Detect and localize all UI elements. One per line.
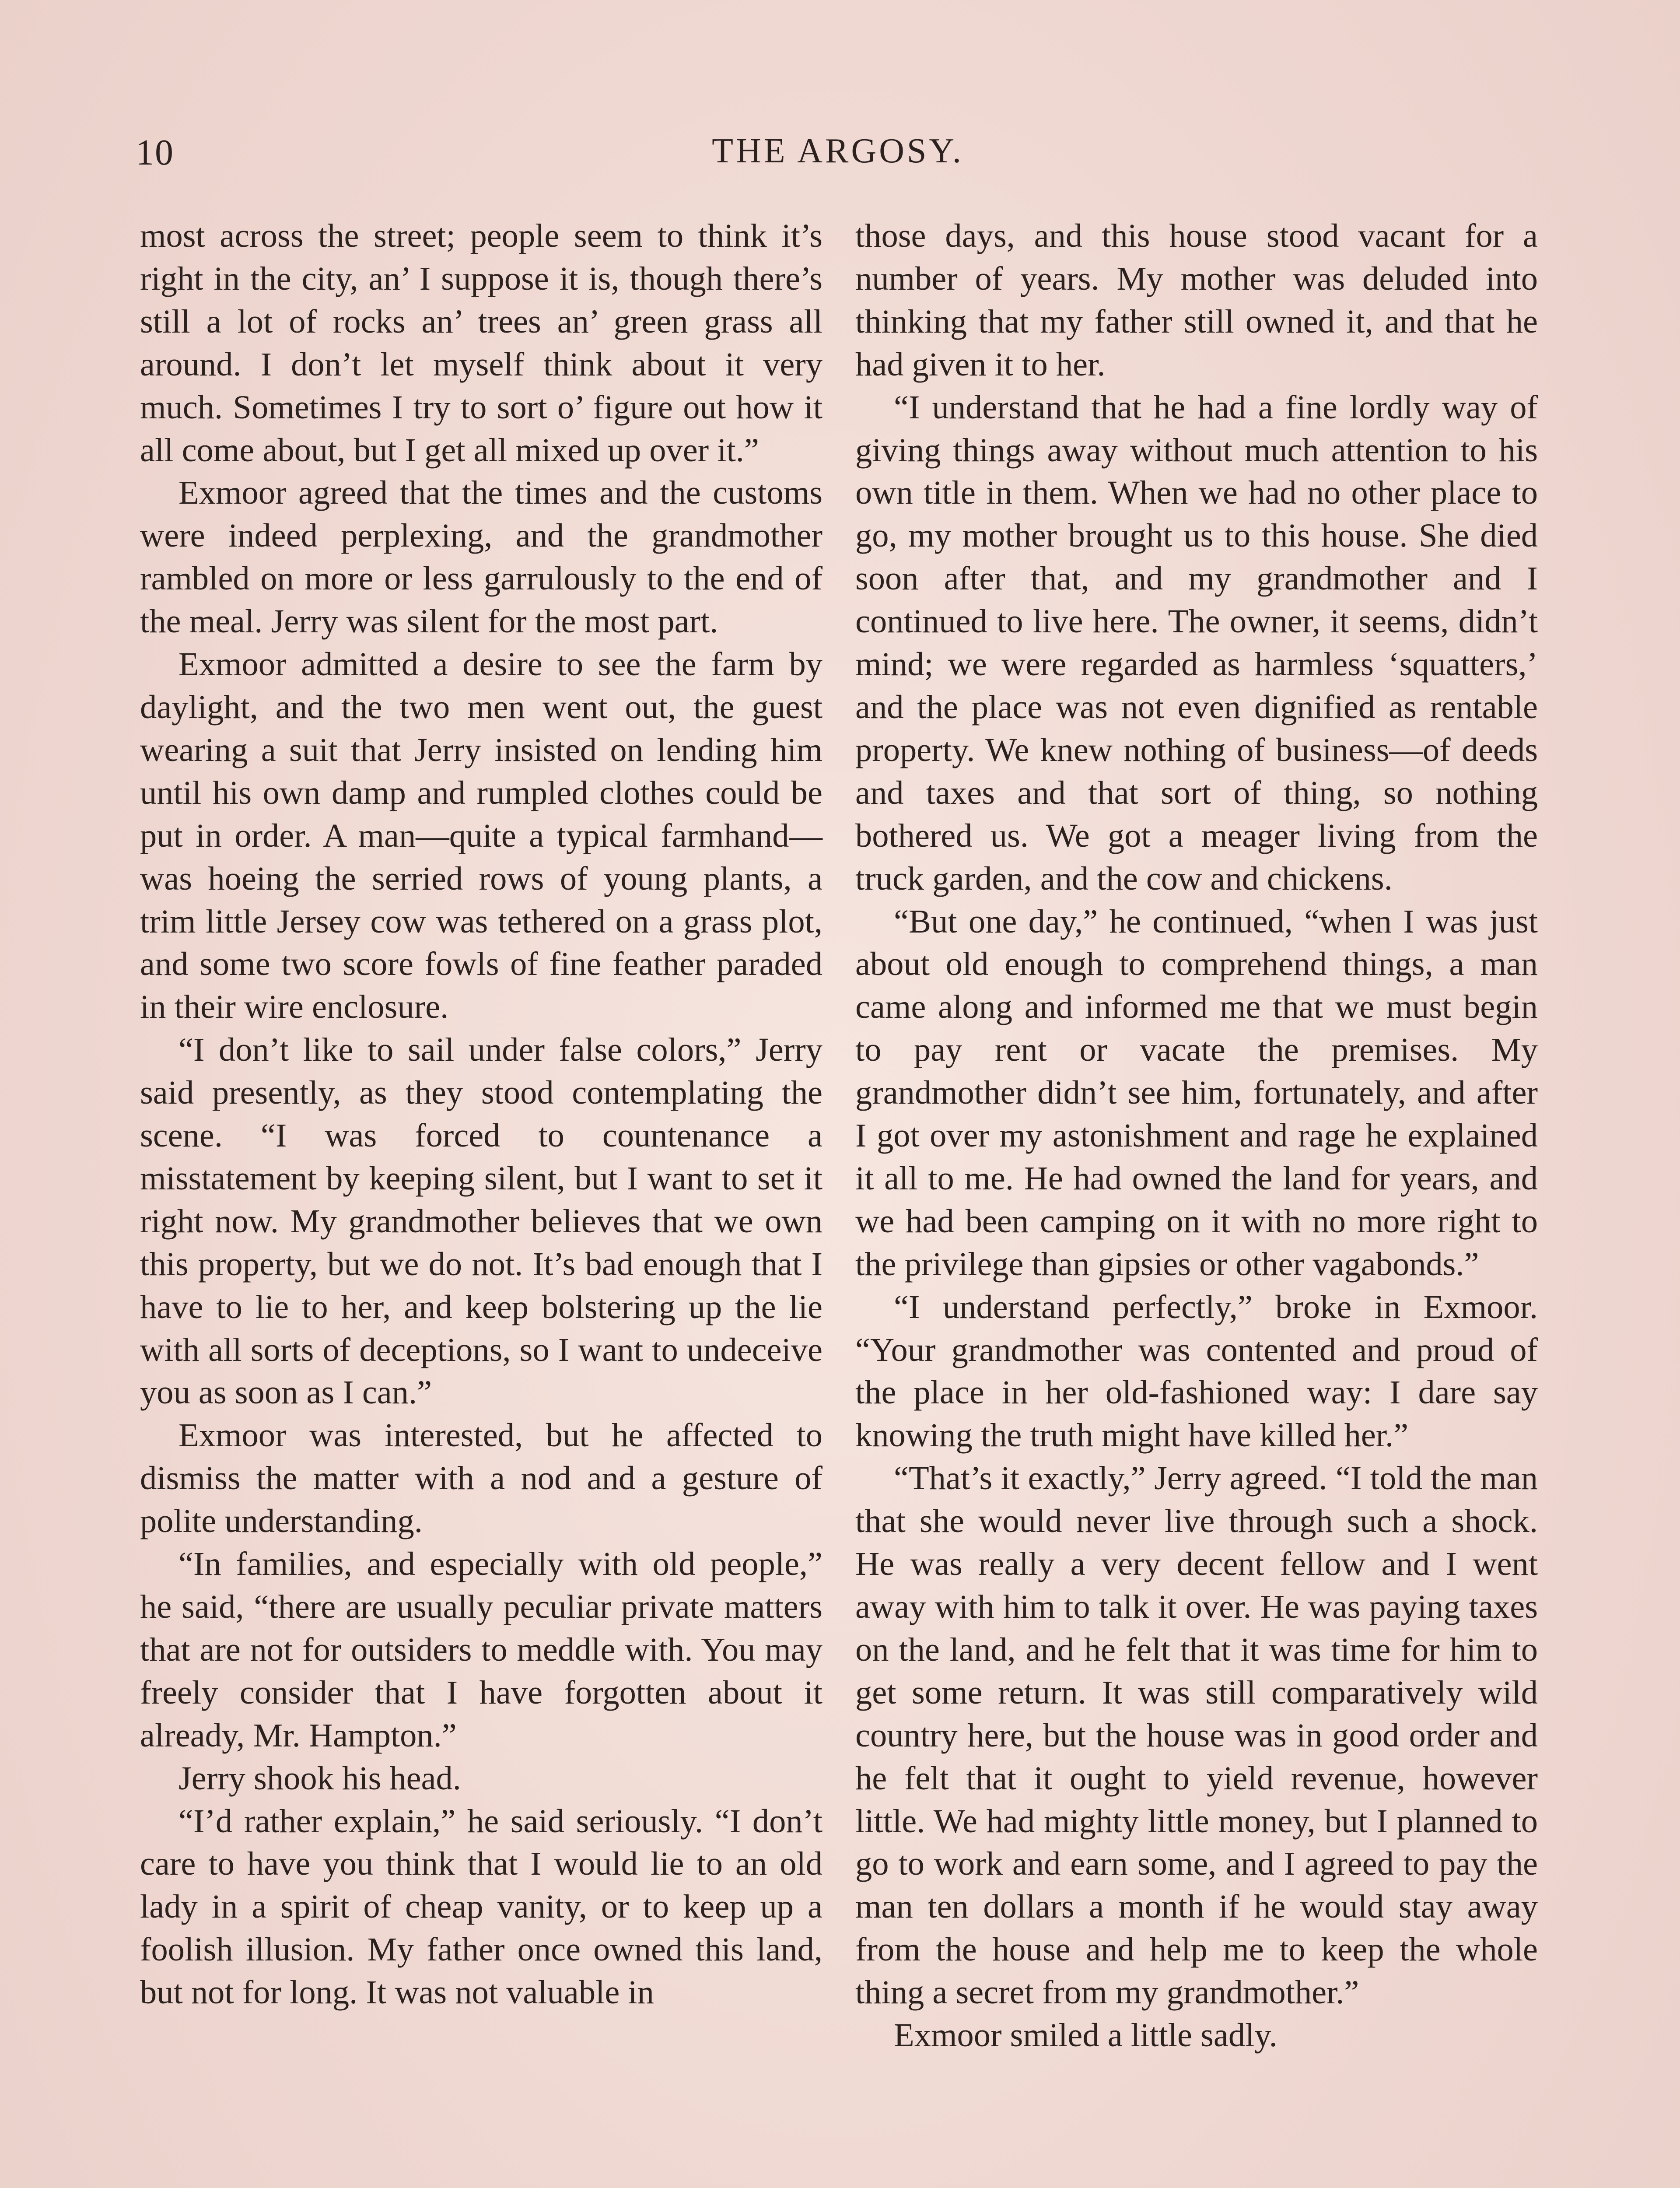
text-column-left	[140, 214, 822, 2014]
paragraph: “I don’t like to sail under false colors,” Jerry said presently, as they stood contemplating the scene. “I was forced to countenance a misstatement by keeping silent, but I want to set it right now. My grandmother believes that we own this property, but we do not. It’s bad enough that I have to lie to her, and keep bolstering up the lie with all sorts of deceptions, so I want to undeceive you as soon as I can.”	[140, 1031, 822, 1411]
paragraph: Exmoor smiled a little sadly.	[894, 2016, 1278, 2054]
page-number: 10	[136, 132, 174, 173]
paragraph: those days, and this house stood vacant for a number of years. My mother was deluded into thinking that my father still owned it, and that he had given it to her.	[855, 217, 1538, 383]
paragraph: Exmoor agreed that the times and the customs were indeed perplexing, and the grandmother rambled on more or less garrulously to the end of the meal. Jerry was silent for the most part.	[140, 474, 822, 640]
paragraph: Jerry shook his head.	[178, 1759, 461, 1797]
paragraph: Exmoor admitted a desire to see the farm by daylight, and the two men went out, the guest wearing a suit that Jerry insisted on lending him until his own damp and rumpled clothes could be put in order. A man—quite a typical farmhand—was hoeing the serried rows of young plants, a trim little Jersey cow was tethered on a grass plot, and some two score fowls of fine feather paraded in their wire enclosure.	[140, 645, 822, 1026]
paragraph: “But one day,” he continued, “when I was just about old enough to comprehend things, a man came along and informed me that we must begin to pay rent or vacate the premises. My grandmother didn’t see him, fortunately, and after I got over my astonishment and rage he explained it all to me. He had owned the land for years, and we had been camping on it with no more right to the privilege than gipsies or other vagabonds.”	[855, 902, 1538, 1283]
text-column-right	[855, 214, 1538, 2057]
page-header	[136, 131, 1540, 175]
paragraph: most across the street; people seem to think it’s right in the city, an’ I suppose it is, though there’s still a lot of rocks an’ trees an’ green grass all around. I don’t let myself think about it very much. Sometimes I try to sort o’ figure out how it all come about, but I get all mixed up over it.”	[140, 217, 822, 469]
paragraph: “I understand perfectly,” broke in Exmoor. “Your grandmother was contented and proud of the place in her old-fashioned way: I dare say knowing the truth might have killed her.”	[855, 1288, 1538, 1454]
paragraph: “I’d rather explain,” he said seriously. “I don’t care to have you think that I would lie to an old lady in a spirit of cheap vanity, or to keep up a foolish illusion. My father once owned this land, but not for long. It was not valuable in	[140, 1802, 822, 2011]
paragraph: “I understand that he had a fine lordly way of giving things away without much attention to his own title in them. When we had no other place to go, my mother brought us to this house. She died soon after that, and my grandmother and I continued to live here. The owner, it seems, didn’t mind; we were regarded as harmless ‘squatters,’ and the place was not even dignified as rentable property. We knew nothing of business—of deeds and taxes and that sort of thing, so nothing bothered us. We got a meager living from the truck garden, and the cow and chickens.	[855, 388, 1538, 897]
paragraph: Exmoor was interested, but he affected to dismiss the matter with a nod and a gesture of polite understanding.	[140, 1417, 822, 1540]
paragraph: “That’s it exactly,” Jerry agreed. “I told the man that she would never live through such a shock. He was really a very decent fellow and I went away with him to talk it over. He was paying taxes on the land, and he felt that it was time for him to get some return. It was still comparatively wild country here, but the house was in good order and he felt that it ought to yield revenue, however little. We had mighty little money, but I planned to go to work and earn some, and I agreed to pay the man ten dollars a month if he would stay away from the house and help me to keep the whole thing a secret from my grandmother.”	[855, 1459, 1538, 2011]
running-title: THE ARGOSY.	[712, 132, 964, 170]
paragraph: “In families, and especially with old people,” he said, “there are usually peculiar private matters that are not for outsiders to meddle with. You may freely consider that I have forgotten about it already, Mr. Hampton.”	[140, 1545, 822, 1754]
